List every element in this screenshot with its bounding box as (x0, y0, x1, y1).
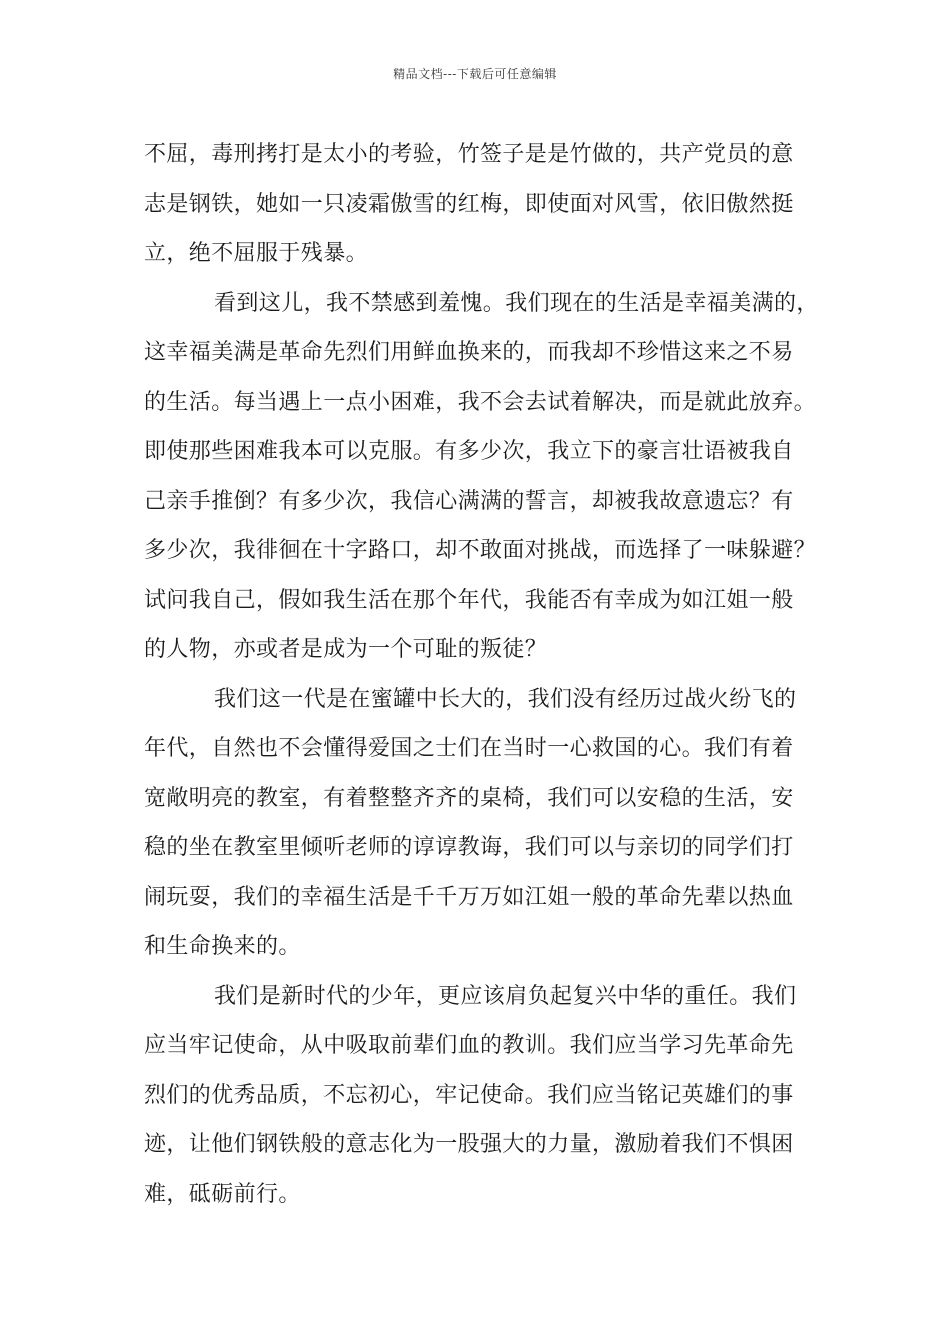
text-line: 闹玩耍，我们的幸福生活是千千万万如江姐一般的革命先辈以热血 (144, 884, 794, 910)
paragraph-3 (144, 675, 808, 972)
text-line: 的人物，亦或者是成为一个可耻的叛徒？ (144, 637, 548, 662)
paragraph-1 (144, 130, 808, 279)
text-line: 多少次，我徘徊在十字路口，却不敢面对挑战，而选择了一味躲避？ (144, 538, 817, 563)
text-line: 宽敞明亮的教室，有着整整齐齐的桌椅，我们可以安稳的生活，安 (144, 785, 794, 811)
text-line: 迹，让他们钢铁般的意志化为一股强大的力量，激励着我们不惧困 (144, 1132, 794, 1157)
text-line: 志是钢铁，她如一只凌霜傲雪的红梅，即使面对风雪，依旧傲然挺 (144, 191, 794, 217)
text-line: 难，砥砺前行。 (144, 1181, 301, 1207)
paragraph-4 (144, 972, 808, 1220)
document-body (144, 130, 819, 1219)
page-header: 精品文档---下载后可任意编辑 (393, 67, 557, 81)
text-line: 的生活。每当遇上一点小困难，我不会去试着解决，而是就此放弃。 (144, 389, 817, 415)
text-line: 不屈，毒刑拷打是太小的考验，竹签子是是竹做的，共产党员的意 (144, 142, 794, 167)
text-line: 立，绝不屈服于残暴。 (144, 241, 369, 266)
text-line: 和生命换来的。 (144, 934, 301, 959)
text-line: 应当牢记使命，从中吸取前辈们血的教训。我们应当学习先革命先 (144, 1033, 794, 1058)
text-line: 稳的坐在教室里倾听老师的谆谆教诲，我们可以与亲切的同学们打 (144, 835, 794, 860)
text-line: 烈们的优秀品质，不忘初心，牢记使命。我们应当铭记英雄们的事 (144, 1082, 794, 1108)
text-line: 己亲手推倒？有多少次，我信心满满的誓言，却被我故意遗忘？有 (144, 488, 794, 514)
text-line: 这幸福美满是革命先烈们用鲜血换来的，而我却不珍惜这来之不易 (144, 340, 794, 365)
text-line: 试问我自己，假如我生活在那个年代，我能否有幸成为如江姐一般 (144, 587, 794, 613)
text-line: 我们是新时代的少年，更应该肩负起复兴中华的重任。我们 (214, 983, 797, 1009)
text-line: 年代，自然也不会懂得爱国之士们在当时一心救国的心。我们有着 (144, 736, 794, 761)
text-line: 看到这儿，我不禁感到羞愧。我们现在的生活是幸福美满的， (214, 290, 819, 316)
paragraph-2 (144, 279, 819, 675)
text-line: 即使那些困难我本可以克服。有多少次，我立下的豪言壮语被我自 (144, 439, 794, 464)
text-line: 我们这一代是在蜜罐中长大的，我们没有经历过战火纷飞的 (214, 686, 797, 712)
